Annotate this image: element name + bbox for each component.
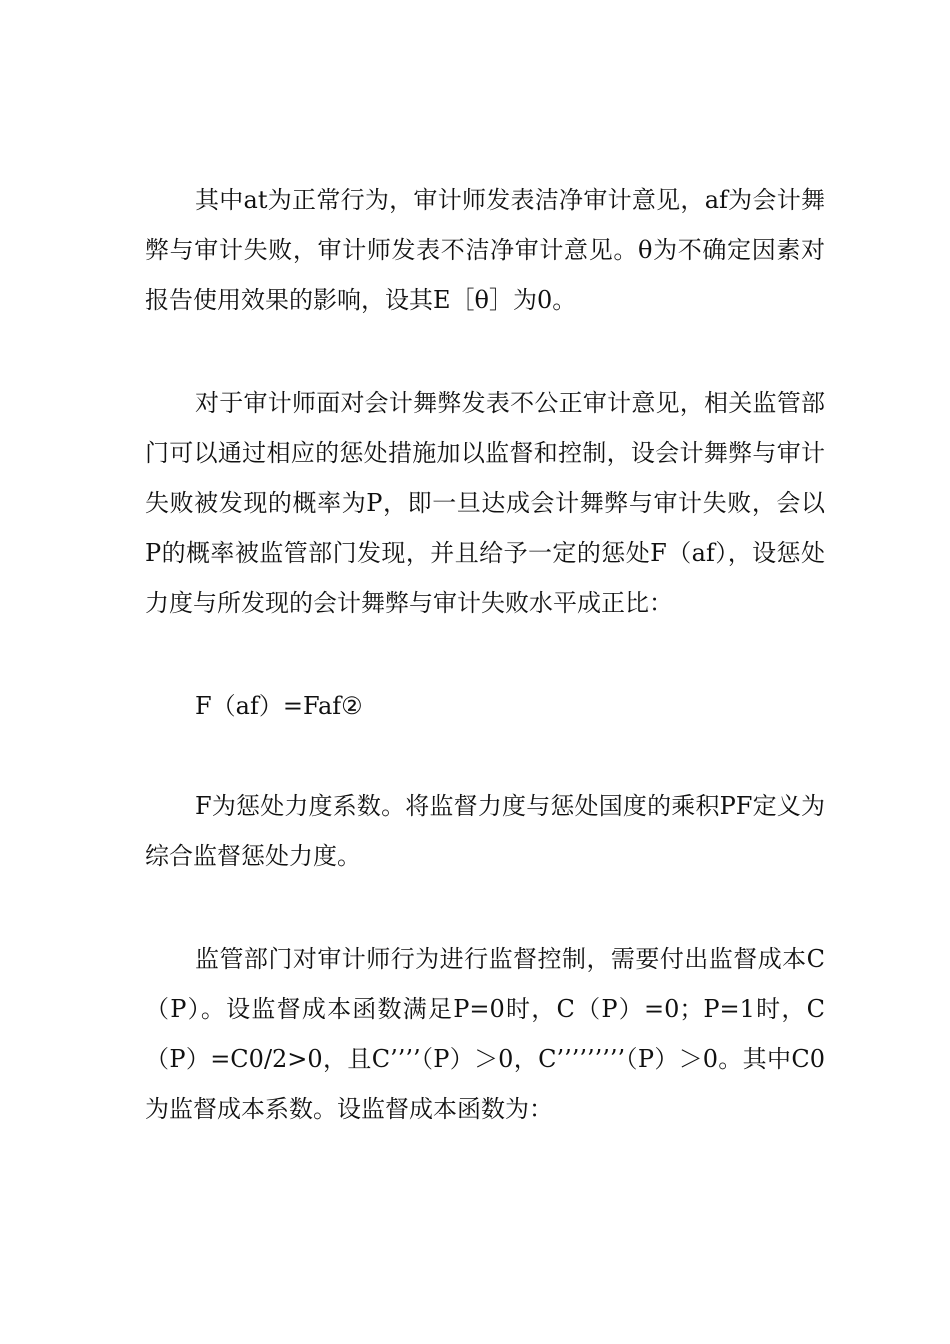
document-page bbox=[145, 175, 825, 1187]
paragraph-supervision-penalty: 对于审计师面对会计舞弊发表不公正审计意见，相关监管部门可以通过相应的惩处措施加以监督和控制，设会计舞弊与审计失败被发现的概率为P，即一旦达成会计舞弊与审计失败，会以P的概率被监管部门发现，并且给予一定的惩处F（af），设惩处力度与所发现的会计舞弊与审计失败水平成正比： bbox=[145, 389, 825, 617]
paragraph-supervision-cost: 监管部门对审计师行为进行监督控制，需要付出监督成本C（P）。设监督成本函数满足P=0时，C（P）=0；P=1时，C（P）=C0/2>0，且C’’’’（P）＞0，C’’’’’’’’’（P）＞0。其中C0为监督成本系数。设监督成本函数为： bbox=[145, 945, 825, 1123]
formula-penalty-function: F（af）=Faf② bbox=[195, 692, 363, 720]
paragraph-behavior-definition: 其中at为正常行为，审计师发表洁净审计意见，af为会计舞弊与审计失败，审计师发表不洁净审计意见。θ为不确定因素对报告使用效果的影响，设其E［θ］为0。 bbox=[145, 186, 825, 314]
paragraph-penalty-coefficient: F为惩处力度系数。将监督力度与惩处国度的乘积PF定义为综合监督惩处力度。 bbox=[145, 792, 825, 870]
